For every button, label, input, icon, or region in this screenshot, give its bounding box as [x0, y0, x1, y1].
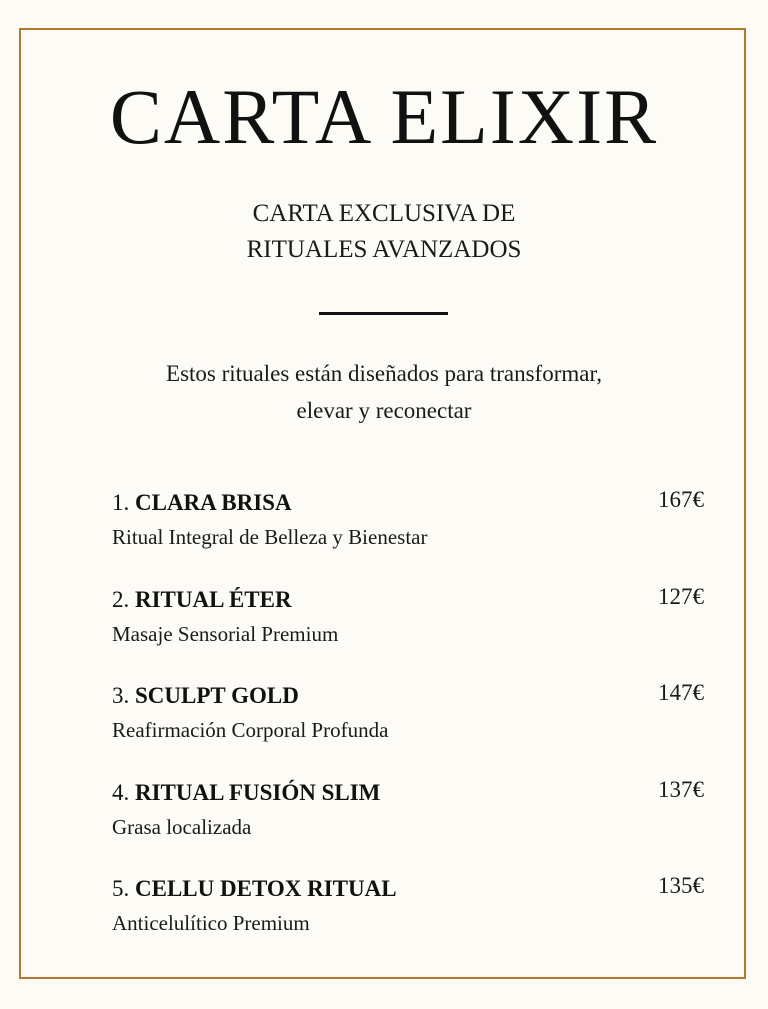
divider-line — [319, 312, 448, 315]
ritual-price: 147€ — [658, 680, 704, 705]
ritual-item-sculpt-gold — [112, 679, 708, 776]
ritual-description: Masaje Sensorial Premium — [112, 621, 339, 646]
ritual-price: 127€ — [658, 583, 704, 609]
ritual-name — [112, 679, 708, 713]
ritual-description: Reafirmación Corporal Profunda — [112, 718, 389, 742]
page-title: CARTA ELIXIR — [109, 73, 659, 160]
ritual-name — [112, 872, 708, 906]
ritual-title: CELLU DETOX RITUAL — [135, 876, 397, 901]
ritual-description: Anticelulítico Premium — [112, 911, 310, 935]
ritual-description: Grasa localizada — [112, 814, 252, 839]
ritual-title: RITUAL FUSIÓN SLIM — [135, 779, 381, 805]
ritual-title: SCULPT GOLD — [135, 683, 299, 708]
ritual-name — [112, 486, 708, 520]
page-subtitle — [0, 196, 768, 268]
ritual-number: 3. — [112, 683, 130, 708]
ritual-price: 135€ — [658, 873, 704, 898]
ritual-item-ritual-eter — [112, 583, 708, 680]
ritual-name — [112, 583, 708, 617]
ritual-name — [112, 776, 708, 810]
intro-line-2: elevar y reconectar — [296, 398, 472, 423]
ritual-number: 5. — [112, 876, 130, 901]
ritual-item-clara-brisa — [112, 486, 708, 583]
ritual-list — [112, 486, 708, 969]
ritual-item-fusion-slim — [112, 776, 708, 873]
ritual-title: CLARA BRISA — [135, 490, 292, 515]
ritual-number: 2. — [112, 586, 130, 612]
subtitle-line-1: CARTA EXCLUSIVA DE — [252, 200, 516, 227]
ritual-price: 137€ — [658, 776, 704, 802]
ritual-number: 4. — [112, 779, 130, 805]
ritual-price: 167€ — [658, 487, 704, 512]
intro-text — [0, 355, 768, 429]
intro-line-1: Estos rituales están diseñados para transformar, — [166, 361, 602, 386]
ritual-description: Ritual Integral de Belleza y Bienestar — [112, 525, 428, 549]
ritual-item-cellu-detox — [112, 872, 708, 969]
ritual-number: 1. — [112, 490, 130, 515]
subtitle-line-2: RITUALES AVANZADOS — [246, 236, 522, 263]
ritual-title: RITUAL ÉTER — [135, 586, 292, 612]
